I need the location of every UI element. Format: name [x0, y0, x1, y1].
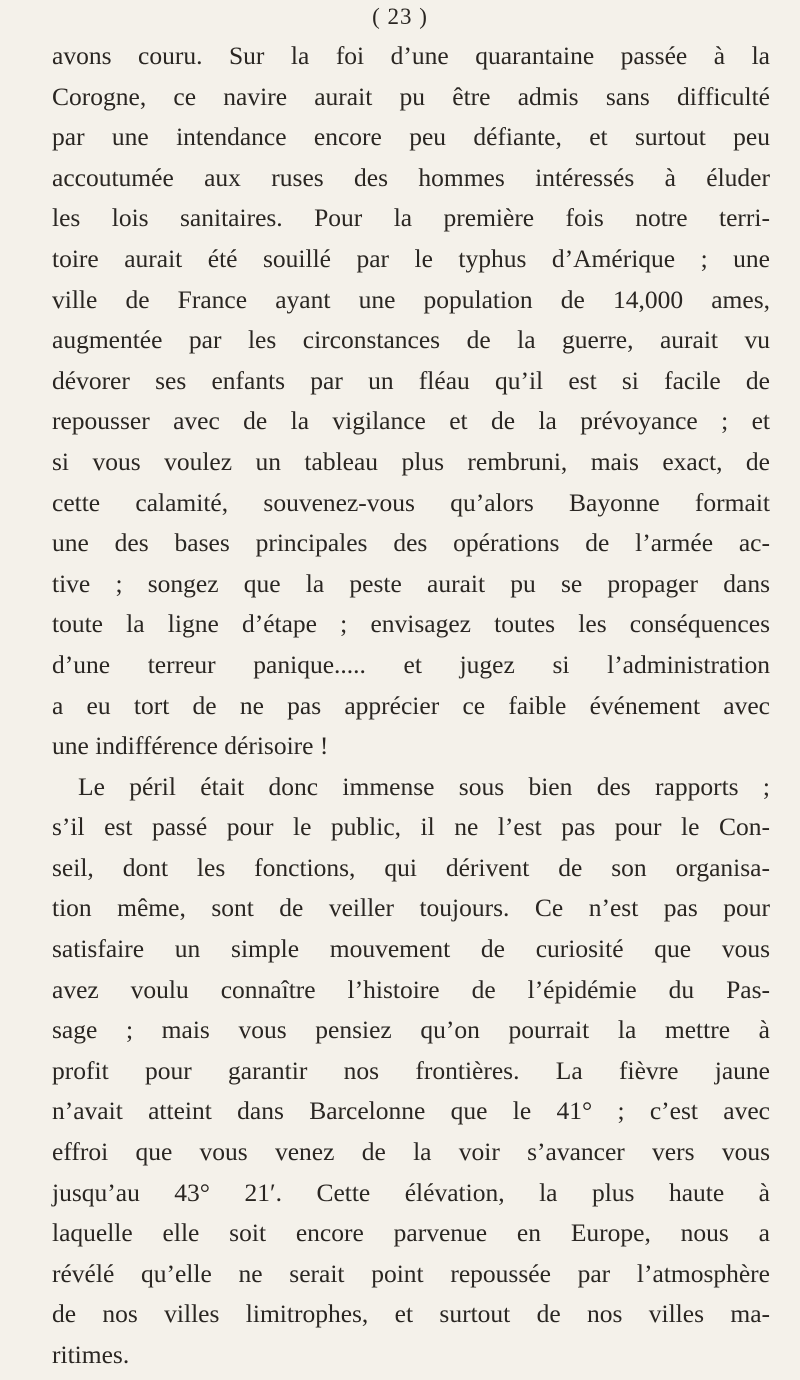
text-line: n’avait atteint dans Barcelonne que le 41° ; c’est avec	[52, 1096, 770, 1126]
text-line: d’une terreur panique..... et jugez si l’administration	[52, 649, 770, 679]
text-line: une indifférence dérisoire !	[52, 731, 329, 761]
text-line: dévorer ses enfants par un fléau qu’il est si facile de	[52, 365, 770, 395]
text-line: effroi que vous venez de la voir s’avancer vers vous	[52, 1137, 770, 1167]
paragraph	[52, 767, 770, 1376]
text-line: Le péril était donc immense sous bien des rapports ;	[78, 771, 770, 801]
body-text	[52, 36, 770, 1376]
text-line: tive ; songez que la peste aurait pu se propager dans	[52, 568, 770, 598]
text-line: ville de France ayant une population de 14,000 ames,	[52, 284, 770, 314]
page-number: ( 23 )	[372, 4, 428, 29]
text-line: toire aurait été souillé par le typhus d’Amérique ; une	[52, 243, 770, 273]
paragraph	[52, 36, 770, 767]
text-line: sage ; mais vous pensiez qu’on pourrait la mettre à	[52, 1015, 770, 1045]
text-line: s’il est passé pour le public, il ne l’est pas pour le Con-	[52, 812, 770, 842]
text-line: révélé qu’elle ne serait point repoussée par l’atmosphère	[52, 1258, 770, 1288]
text-line: avons couru. Sur la foi d’une quarantaine passée à la	[52, 41, 770, 70]
text-line: laquelle elle soit encore parvenue en Europe, nous a	[52, 1218, 770, 1248]
text-line: par une intendance encore peu défiante, et surtout peu	[52, 122, 770, 152]
text-line: satisfaire un simple mouvement de curiosité que vous	[52, 934, 770, 964]
text-line: seil, dont les fonctions, qui dérivent de son organisa-	[52, 852, 770, 882]
text-line: les lois sanitaires. Pour la première fois notre terri-	[52, 203, 770, 233]
text-line: avez voulu connaître l’histoire de l’épidémie du Pas-	[52, 974, 770, 1004]
text-line: une des bases principales des opérations de l’armée ac-	[52, 528, 770, 558]
text-line: profit pour garantir nos frontières. La fièvre jaune	[52, 1055, 770, 1085]
text-line: ritimes.	[52, 1340, 130, 1369]
text-line: de nos villes limitrophes, et surtout de nos villes ma-	[52, 1299, 770, 1329]
text-line: tion même, sont de veiller toujours. Ce n’est pas pour	[52, 893, 770, 923]
text-line: augmentée par les circonstances de la guerre, aurait vu	[52, 325, 770, 355]
text-line: Corogne, ce navire aurait pu être admis sans difficulté	[52, 81, 770, 111]
text-line: repousser avec de la vigilance et de la prévoyance ; et	[52, 406, 770, 436]
text-line: si vous voulez un tableau plus rembruni, mais exact, de	[52, 446, 770, 476]
text-line: accoutumée aux ruses des hommes intéressés à éluder	[52, 162, 770, 192]
text-line: cette calamité, souvenez-vous qu’alors Bayonne formait	[52, 487, 770, 517]
text-line: a eu tort de ne pas apprécier ce faible événement avec	[52, 690, 770, 720]
text-line: toute la ligne d’étape ; envisagez toutes les conséquences	[52, 609, 770, 639]
text-line: jusqu’au 43° 21′. Cette élévation, la plus haute à	[52, 1177, 770, 1207]
